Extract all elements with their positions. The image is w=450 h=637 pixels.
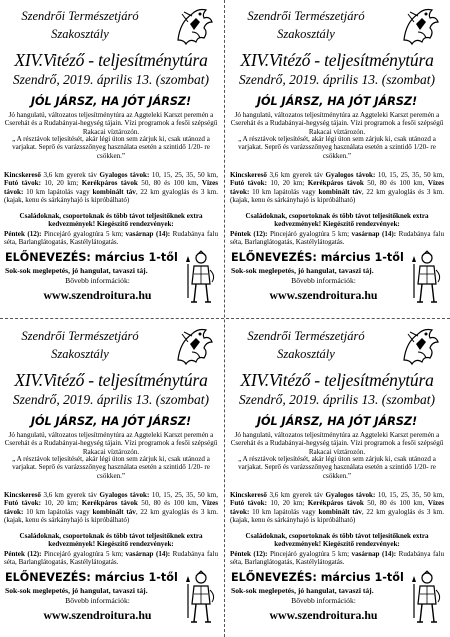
flyer-copy-3 bbox=[0, 320, 222, 636]
club-name-line1: Szendrői Természetjáró bbox=[21, 9, 139, 23]
families-text: Családoknak, csoportoknak és több távot teljesítőknek extra kedvezmények! Kiegészítő rendezvények: bbox=[19, 532, 203, 549]
intro-text: Jó hangulatú, változatos teljesítménytúra az Aggteleki Karszt peremén a Cserehát és a Rudabányai-hegység tájain. Vízi programok a fesői szépségű Rakacai víztározón. bbox=[4, 111, 218, 136]
event-date: Szendrő, 2019. április 13. (szombat) bbox=[238, 392, 436, 407]
registration-notice: ELŐNEVEZÉS: március 1-től bbox=[231, 571, 404, 584]
distances-text: Kincskereső 3,6 km gyerek táv Gyalogos távok: 10, 15, 25, 35, 50 km, Futó távok: 10, 20 km; Kerékpáros távok 50, 80 és 100 km, Vízes távok: 10 km lapátolás vagy kombinált táv, 22 km gyaloglás és 3 km. (kajak, kenu és sárkányhajó is kipróbálható) bbox=[4, 171, 218, 204]
website-link[interactable]: www.szendroitura.hu bbox=[43, 288, 152, 302]
more-info-label: Bővebb információk: bbox=[65, 596, 130, 605]
event-title: XIV.Vitéző - teljesítménytúra bbox=[240, 50, 434, 70]
dragon-knight-logo-icon bbox=[170, 322, 218, 370]
side-events-text: Péntek (12): Pincejáró gyalogtúra 5 km; vasárnap (14): Rudabánya falu séta, Barlanglátogatás, Kastélylátogatás. bbox=[230, 550, 444, 567]
quote-text: „ A résztávok teljesítését, akár légi úton sem zárjuk ki, csak utánozd a varjakat. Seprő és varázsszőnyeg használata esetén a szintidő 1/20- re csökken.” bbox=[238, 455, 436, 480]
registration-notice: ELŐNEVEZÉS: március 1-től bbox=[5, 571, 178, 584]
website-link[interactable]: www.szendroitura.hu bbox=[269, 288, 378, 302]
club-name-line1: Szendrői Természetjáró bbox=[21, 329, 139, 343]
event-date: Szendrő, 2019. április 13. (szombat) bbox=[238, 72, 436, 87]
knight-figure-icon bbox=[184, 250, 218, 308]
families-text: Családoknak, csoportoknak és több távot teljesítőknek extra kedvezmények! Kiegészítő rendezvények: bbox=[19, 212, 203, 229]
families-text: Családoknak, csoportoknak és több távot teljesítőknek extra kedvezmények! Kiegészítő rendezvények: bbox=[245, 532, 429, 549]
registration-notice: ELŐNEVEZÉS: március 1-től bbox=[5, 251, 178, 264]
more-info-label: Bővebb információk: bbox=[291, 596, 356, 605]
quote-text: „ A résztávok teljesítését, akár légi úton sem zárjuk ki, csak utánozd a varjakat. Seprő és varázsszőnyeg használata esetén a szintidő 1/20- re csökken.” bbox=[12, 135, 210, 160]
dragon-knight-logo-icon bbox=[170, 2, 218, 50]
side-events-text: Péntek (12): Pincejáró gyalogtúra 5 km; vasárnap (14): Rudabánya falu séta, Barlanglátogatás, Kastélylátogatás. bbox=[4, 550, 218, 567]
event-title: XIV.Vitéző - teljesítménytúra bbox=[14, 370, 208, 390]
knight-figure-icon bbox=[410, 570, 444, 628]
surprises-text: Sok-sok meglepetés, jó hangulat, tavaszi táj. bbox=[5, 266, 148, 275]
distances-text: Kincskereső 3,6 km gyerek táv Gyalogos távok: 10, 15, 25, 35, 50 km, Futó távok: 10, 20 km; Kerékpáros távok 50, 80 és 100 km, Vízes távok: 10 km lapátolás vagy kombinált táv, 22 km gyaloglás és 3 km. (kajak, kenu és sárkányhajó is kipróbálható) bbox=[230, 171, 444, 204]
dragon-knight-logo-icon bbox=[396, 322, 444, 370]
slogan: JÓL JÁRSZ, HA JÓT JÁRSZ! bbox=[30, 415, 192, 428]
surprises-text: Sok-sok meglepetés, jó hangulat, tavaszi táj. bbox=[231, 586, 374, 595]
event-date: Szendrő, 2019. április 13. (szombat) bbox=[12, 392, 210, 407]
club-name-line2: Szakosztály bbox=[51, 347, 109, 361]
event-title: XIV.Vitéző - teljesítménytúra bbox=[240, 370, 434, 390]
website-link[interactable]: www.szendroitura.hu bbox=[269, 608, 378, 622]
slogan: JÓL JÁRSZ, HA JÓT JÁRSZ! bbox=[30, 95, 192, 108]
slogan: JÓL JÁRSZ, HA JÓT JÁRSZ! bbox=[256, 95, 418, 108]
families-text: Családoknak, csoportoknak és több távot teljesítőknek extra kedvezmények! Kiegészítő rendezvények: bbox=[245, 212, 429, 229]
quote-text: „ A résztávok teljesítését, akár légi úton sem zárjuk ki, csak utánozd a varjakat. Seprő és varázsszőnyeg használata esetén a szintidő 1/20- re csökken.” bbox=[12, 455, 210, 480]
website-link[interactable]: www.szendroitura.hu bbox=[43, 608, 152, 622]
intro-text: Jó hangulatú, változatos teljesítménytúra az Aggteleki Karszt peremén a Cserehát és a Rudabányai-hegység tájain. Vízi programok a fesői szépségű Rakacai víztározón. bbox=[230, 431, 444, 456]
club-name-line2: Szakosztály bbox=[277, 27, 335, 41]
slogan: JÓL JÁRSZ, HA JÓT JÁRSZ! bbox=[256, 415, 418, 428]
quote-text: „ A résztávok teljesítését, akár légi úton sem zárjuk ki, csak utánozd a varjakat. Seprő és varázsszőnyeg használata esetén a szintidő 1/20- re csökken.” bbox=[238, 135, 436, 160]
registration-notice: ELŐNEVEZÉS: március 1-től bbox=[231, 251, 404, 264]
club-name-line2: Szakosztály bbox=[277, 347, 335, 361]
knight-figure-icon bbox=[184, 570, 218, 628]
club-name-line2: Szakosztály bbox=[51, 27, 109, 41]
surprises-text: Sok-sok meglepetés, jó hangulat, tavaszi táj. bbox=[231, 266, 374, 275]
distances-text: Kincskereső 3,6 km gyerek táv Gyalogos távok: 10, 15, 25, 35, 50 km, Futó távok: 10, 20 km; Kerékpáros távok 50, 80 és 100 km, Vízes távok: 10 km lapátolás vagy kombinált táv, 22 km gyaloglás és 3 km. (kajak, kenu és sárkányhajó is kipróbálható) bbox=[4, 491, 218, 524]
club-name-line1: Szendrői Természetjáró bbox=[247, 9, 365, 23]
flyer-copy-2 bbox=[226, 0, 448, 316]
flyer-copy-4 bbox=[226, 320, 448, 636]
knight-figure-icon bbox=[410, 250, 444, 308]
event-date: Szendrő, 2019. április 13. (szombat) bbox=[12, 72, 210, 87]
side-events-text: Péntek (12): Pincejáró gyalogtúra 5 km; vasárnap (14): Rudabánya falu séta, Barlanglátogatás, Kastélylátogatás. bbox=[230, 230, 444, 247]
cut-line-horizontal bbox=[0, 318, 450, 319]
intro-text: Jó hangulatú, változatos teljesítménytúra az Aggteleki Karszt peremén a Cserehát és a Rudabányai-hegység tájain. Vízi programok a fesői szépségű Rakacai víztározón. bbox=[230, 111, 444, 136]
club-name-line1: Szendrői Természetjáró bbox=[247, 329, 365, 343]
flyer-copy-1 bbox=[0, 0, 222, 316]
side-events-text: Péntek (12): Pincejáró gyalogtúra 5 km; vasárnap (14): Rudabánya falu séta, Barlanglátogatás, Kastélylátogatás. bbox=[4, 230, 218, 247]
dragon-knight-logo-icon bbox=[396, 2, 444, 50]
more-info-label: Bővebb információk: bbox=[291, 276, 356, 285]
surprises-text: Sok-sok meglepetés, jó hangulat, tavaszi táj. bbox=[5, 586, 148, 595]
distances-text: Kincskereső 3,6 km gyerek táv Gyalogos távok: 10, 15, 25, 35, 50 km, Futó távok: 10, 20 km; Kerékpáros távok 50, 80 és 100 km, Vízes távok: 10 km lapátolás vagy kombinált táv, 22 km gyaloglás és 3 km. (kajak, kenu és sárkányhajó is kipróbálható) bbox=[230, 491, 444, 524]
intro-text: Jó hangulatú, változatos teljesítménytúra az Aggteleki Karszt peremén a Cserehát és a Rudabányai-hegység tájain. Vízi programok a fesői szépségű Rakacai víztározón. bbox=[4, 431, 218, 456]
event-title: XIV.Vitéző - teljesítménytúra bbox=[14, 50, 208, 70]
more-info-label: Bővebb információk: bbox=[65, 276, 130, 285]
